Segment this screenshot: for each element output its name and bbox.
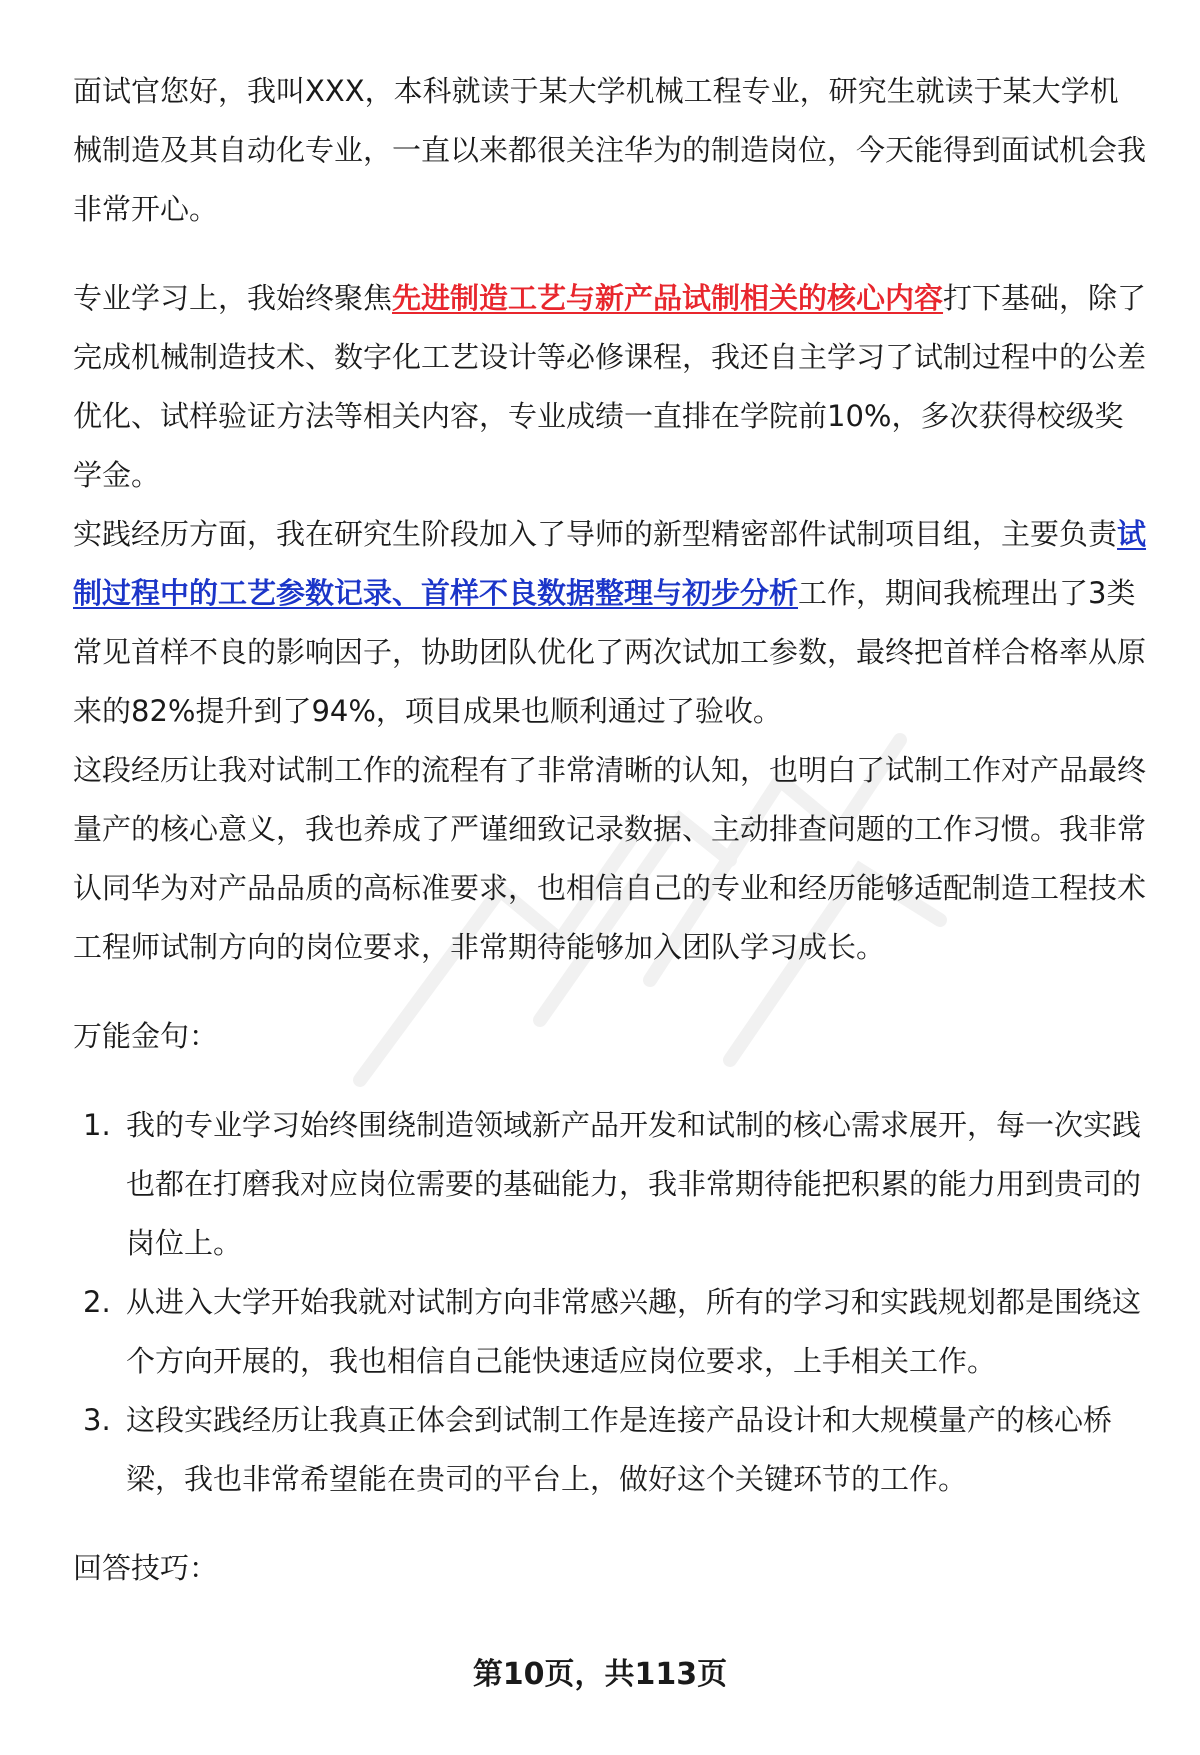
page-number: 第10页，共113页 [472, 1657, 728, 1692]
list-item-number: 3. [83, 1403, 111, 1437]
list-item-text: 从进入大学开始我就对试制方向非常感兴趣，所有的学习和实践规划都是围绕这个方向开展的，我也相信自己能快速适应岗位要求，上手相关工作。 [126, 1285, 1142, 1378]
study-text-after: 打下基础，除了完成机械制造技术、数字化工艺设计等必修课程，我还自主学习了试制过程中的公差优化、试样验证方法等相关内容，专业成绩一直排在学院前10%，多次获得校级奖学金。 [73, 281, 1147, 492]
golden-sentences-list [73, 1096, 1147, 1509]
list-item-number: 2. [83, 1285, 111, 1319]
practice-highlight: 试制过程中的工艺参数记录、首样不良数据整理与初步分析 [73, 517, 1147, 610]
list-item-text: 我的专业学习始终围绕制造领域新产品开发和试制的核心需求展开，每一次实践也都在打磨我对应岗位需要的基础能力，我非常期待能把积累的能力用到贵司的岗位上。 [126, 1108, 1142, 1260]
answer-tips-heading: 回答技巧： [73, 1551, 219, 1585]
practice-paragraph [73, 505, 1147, 741]
list-item [73, 1273, 1147, 1391]
list-item-text: 这段实践经历让我真正体会到试制工作是连接产品设计和大规模量产的核心桥梁，我也非常希望能在贵司的平台上，做好这个关键环节的工作。 [126, 1403, 1113, 1496]
study-paragraph [73, 269, 1147, 505]
reflection-paragraph: 这段经历让我对试制工作的流程有了非常清晰的认知，也明白了试制工作对产品最终量产的核心意义，我也养成了严谨细致记录数据、主动排查问题的工作习惯。我非常认同华为对产品品质的高标准要求，也相信自己的专业和经历能够适配制造工程技术工程师试制方向的岗位要求，非常期待能够加入团队学习成长。 [73, 753, 1147, 964]
practice-text-before: 实践经历方面，我在研究生阶段加入了导师的新型精密部件试制项目组，主要负责 [73, 517, 1118, 551]
study-highlight: 先进制造工艺与新产品试制相关的核心内容 [392, 281, 944, 315]
list-item [73, 1391, 1147, 1509]
intro-paragraph: 面试官您好，我叫XXX，本科就读于某大学机械工程专业，研究生就读于某大学机械制造及其自动化专业，一直以来都很关注华为的制造岗位，今天能得到面试机会我非常开心。 [73, 74, 1147, 226]
practice-text-after: 工作，期间我梳理出了3类常见首样不良的影响因子，协助团队优化了两次试加工参数，最终把首样合格率从原来的82%提升到了94%，项目成果也顺利通过了验收。 [73, 576, 1147, 728]
list-item-number: 1. [83, 1108, 111, 1142]
list-item [73, 1096, 1147, 1273]
document-body [73, 62, 1147, 1598]
golden-sentences-heading: 万能金句： [73, 1019, 219, 1053]
study-text-before: 专业学习上，我始终聚焦 [73, 281, 393, 315]
